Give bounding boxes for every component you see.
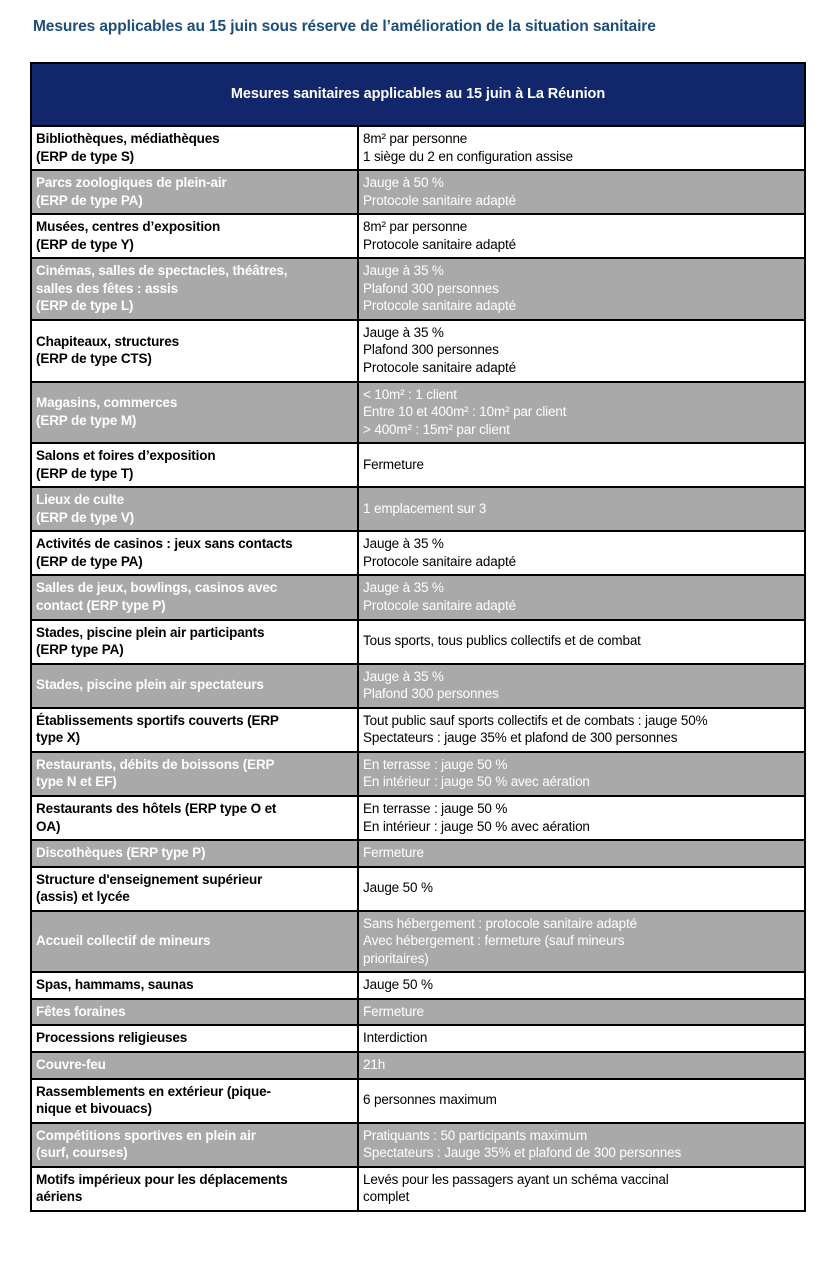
category-line: (ERP de type L) (36, 298, 134, 314)
row-measure-cell (358, 1025, 805, 1052)
table-header-row (31, 63, 805, 126)
table-row (31, 575, 805, 619)
category-line: Compétitions sportives en plein air (36, 1127, 256, 1143)
row-category-cell (31, 1079, 358, 1123)
row-category-cell (31, 320, 358, 382)
category-line: Activités de casinos : jeux sans contacts (36, 536, 293, 552)
category-line: nique et bivouacs) (36, 1101, 152, 1117)
table-row (31, 1052, 805, 1079)
category-line: Salles de jeux, bowlings, casinos avec (36, 580, 278, 596)
measure-line: Protocole sanitaire adapté (363, 598, 516, 614)
table-row (31, 1167, 805, 1211)
category-line: Discothèques (ERP type P) (36, 845, 206, 861)
table-row (31, 972, 805, 999)
table-row (31, 126, 805, 170)
row-category-cell (31, 487, 358, 531)
row-measure-cell (358, 867, 805, 911)
category-line: (ERP de type CTS) (36, 351, 152, 367)
category-line: Motifs impérieux pour les déplacements (36, 1171, 288, 1187)
measure-line: Fermeture (363, 1003, 424, 1019)
row-measure-cell (358, 531, 805, 575)
table-row (31, 867, 805, 911)
row-category-cell (31, 170, 358, 214)
page-title: Mesures applicables au 15 juin sous réserve de l’amélioration de la situation sanitaire (33, 18, 656, 35)
row-measure-cell (358, 382, 805, 444)
category-line: Stades, piscine plein air spectateurs (36, 677, 264, 693)
category-line: OA) (36, 818, 61, 834)
measure-line: Jauge à 35 % (363, 324, 444, 340)
row-category-cell (31, 258, 358, 320)
category-line: (ERP de type V) (36, 509, 135, 525)
category-line: (ERP de type T) (36, 465, 134, 481)
category-line: (ERP de type PA) (36, 192, 143, 208)
measure-line: Fermeture (363, 456, 424, 472)
measures-table (30, 62, 806, 1212)
table-row (31, 258, 805, 320)
category-line: type N et EF) (36, 774, 117, 790)
table-row (31, 443, 805, 487)
measure-line: 1 siège du 2 en configuration assise (363, 148, 573, 164)
table-row (31, 382, 805, 444)
table-row (31, 170, 805, 214)
category-line: Structure d'enseignement supérieur (36, 871, 263, 887)
row-measure-cell (358, 258, 805, 320)
measure-line: Tous sports, tous publics collectifs et de combat (363, 633, 641, 649)
measure-line: complet (363, 1189, 410, 1205)
row-category-cell (31, 620, 358, 664)
row-measure-cell (358, 840, 805, 867)
category-line: Fêtes foraines (36, 1003, 126, 1019)
row-category-cell (31, 972, 358, 999)
table-body (31, 126, 805, 1211)
row-category-cell (31, 840, 358, 867)
measure-line: Jauge à 35 % (363, 580, 444, 596)
category-line: aériens (36, 1189, 83, 1205)
row-category-cell (31, 796, 358, 840)
measure-line: Plafond 300 personnes (363, 342, 499, 358)
category-line: Stades, piscine plein air participants (36, 624, 265, 640)
row-measure-cell (358, 752, 805, 796)
category-line: Rassemblements en extérieur (pique- (36, 1083, 271, 1099)
measure-line: 6 personnes maximum (363, 1092, 497, 1108)
measure-line: Plafond 300 personnes (363, 280, 499, 296)
table-row (31, 1079, 805, 1123)
table-row (31, 911, 805, 973)
measure-line: Fermeture (363, 845, 424, 861)
category-line: (ERP de type S) (36, 148, 135, 164)
measure-line: > 400m² : 15m² par client (363, 421, 510, 437)
row-category-cell (31, 1167, 358, 1211)
row-measure-cell (358, 1079, 805, 1123)
row-measure-cell (358, 1123, 805, 1167)
row-measure-cell (358, 1167, 805, 1211)
measure-line: Jauge à 35 % (363, 263, 444, 279)
measure-line: 21h (363, 1056, 386, 1072)
table-row (31, 708, 805, 752)
measure-line: En intérieur : jauge 50 % avec aération (363, 818, 590, 834)
row-category-cell (31, 531, 358, 575)
category-line: contact (ERP type P) (36, 598, 166, 614)
measure-line: < 10m² : 1 client (363, 386, 457, 402)
measure-line: Jauge à 50 % (363, 175, 444, 191)
measure-line: Sans hébergement : protocole sanitaire adapté (363, 915, 637, 931)
category-line: Parcs zoologiques de plein-air (36, 175, 227, 191)
row-category-cell (31, 1052, 358, 1079)
category-line: Bibliothèques, médiathèques (36, 131, 220, 146)
table-row (31, 1123, 805, 1167)
row-category-cell (31, 126, 358, 170)
measure-line: Pratiquants : 50 participants maximum (363, 1127, 588, 1143)
category-line: Lieux de culte (36, 492, 124, 508)
row-measure-cell (358, 443, 805, 487)
measure-line: Tout public sauf sports collectifs et de combats : jauge 50% (363, 712, 708, 728)
category-line: Restaurants des hôtels (ERP type O et (36, 800, 277, 816)
row-category-cell (31, 443, 358, 487)
row-measure-cell (358, 972, 805, 999)
row-measure-cell (358, 214, 805, 258)
measure-line: En intérieur : jauge 50 % avec aération (363, 774, 590, 790)
table-row (31, 796, 805, 840)
category-line: salles des fêtes : assis (36, 280, 178, 296)
table-header-title: Mesures sanitaires applicables au 15 juin à La Réunion (31, 63, 805, 126)
category-line: (assis) et lycée (36, 889, 130, 905)
measure-line: Protocole sanitaire adapté (363, 236, 516, 252)
row-category-cell (31, 575, 358, 619)
table-row (31, 1025, 805, 1052)
measure-line: Protocole sanitaire adapté (363, 192, 516, 208)
measure-line: Spectateurs : jauge 35% et plafond de 300 personnes (363, 730, 678, 746)
row-category-cell (31, 752, 358, 796)
measure-line: En terrasse : jauge 50 % (363, 800, 508, 816)
category-line: (ERP de type Y) (36, 236, 134, 252)
measure-line: Interdiction (363, 1030, 428, 1046)
measure-line: Jauge à 35 % (363, 668, 444, 684)
measure-line: 1 emplacement sur 3 (363, 501, 487, 517)
category-line: (ERP de type M) (36, 412, 137, 428)
category-line: Salons et foires d’exposition (36, 448, 216, 464)
row-category-cell (31, 1123, 358, 1167)
measure-line: Jauge 50 % (363, 977, 433, 993)
table-row (31, 620, 805, 664)
measure-line: Protocole sanitaire adapté (363, 360, 516, 376)
row-category-cell (31, 911, 358, 973)
measures-table-container (30, 62, 804, 1212)
measure-line: Protocole sanitaire adapté (363, 298, 516, 314)
row-measure-cell (358, 320, 805, 382)
row-measure-cell (358, 796, 805, 840)
category-line: Couvre-feu (36, 1056, 106, 1072)
row-category-cell (31, 999, 358, 1026)
measure-line: En terrasse : jauge 50 % (363, 756, 508, 772)
category-line: Restaurants, débits de boissons (ERP (36, 756, 275, 772)
category-line: Musées, centres d’exposition (36, 219, 221, 235)
row-measure-cell (358, 911, 805, 973)
measure-line: Spectateurs : Jauge 35% et plafond de 300 personnes (363, 1145, 682, 1161)
row-measure-cell (358, 126, 805, 170)
table-row (31, 214, 805, 258)
table-row (31, 320, 805, 382)
row-measure-cell (358, 620, 805, 664)
category-line: Établissements sportifs couverts (ERP (36, 712, 279, 728)
measure-line: Entre 10 et 400m² : 10m² par client (363, 404, 567, 420)
measure-line: Avec hébergement : fermeture (sauf mineurs (363, 933, 625, 949)
measure-line: 8m² par personne (363, 131, 468, 146)
measure-line: Jauge à 35 % (363, 536, 444, 552)
row-category-cell (31, 664, 358, 708)
row-category-cell (31, 708, 358, 752)
row-measure-cell (358, 708, 805, 752)
category-line: (ERP de type PA) (36, 553, 143, 569)
category-line: Magasins, commerces (36, 395, 178, 411)
measure-line: Protocole sanitaire adapté (363, 553, 516, 569)
table-row (31, 752, 805, 796)
table-row (31, 531, 805, 575)
row-category-cell (31, 214, 358, 258)
row-measure-cell (358, 664, 805, 708)
measure-line: prioritaires) (363, 950, 429, 966)
category-line: Accueil collectif de mineurs (36, 933, 211, 949)
row-category-cell (31, 1025, 358, 1052)
measure-line: Jauge 50 % (363, 880, 433, 896)
measure-line: 8m² par personne (363, 219, 468, 235)
row-measure-cell (358, 999, 805, 1026)
row-measure-cell (358, 487, 805, 531)
table-row (31, 840, 805, 867)
row-measure-cell (358, 170, 805, 214)
category-line: Processions religieuses (36, 1030, 188, 1046)
category-line: (ERP type PA) (36, 642, 124, 658)
measure-line: Levés pour les passagers ayant un schéma vaccinal (363, 1171, 669, 1187)
table-row (31, 487, 805, 531)
measure-line: Plafond 300 personnes (363, 686, 499, 702)
category-line: Chapiteaux, structures (36, 333, 179, 349)
table-head (31, 63, 805, 126)
category-line: (surf, courses) (36, 1145, 128, 1161)
row-measure-cell (358, 1052, 805, 1079)
row-category-cell (31, 382, 358, 444)
category-line: Spas, hammams, saunas (36, 977, 194, 993)
row-measure-cell (358, 575, 805, 619)
category-line: type X) (36, 730, 80, 746)
table-row (31, 664, 805, 708)
category-line: Cinémas, salles de spectacles, théâtres, (36, 263, 288, 279)
table-row (31, 999, 805, 1026)
row-category-cell (31, 867, 358, 911)
